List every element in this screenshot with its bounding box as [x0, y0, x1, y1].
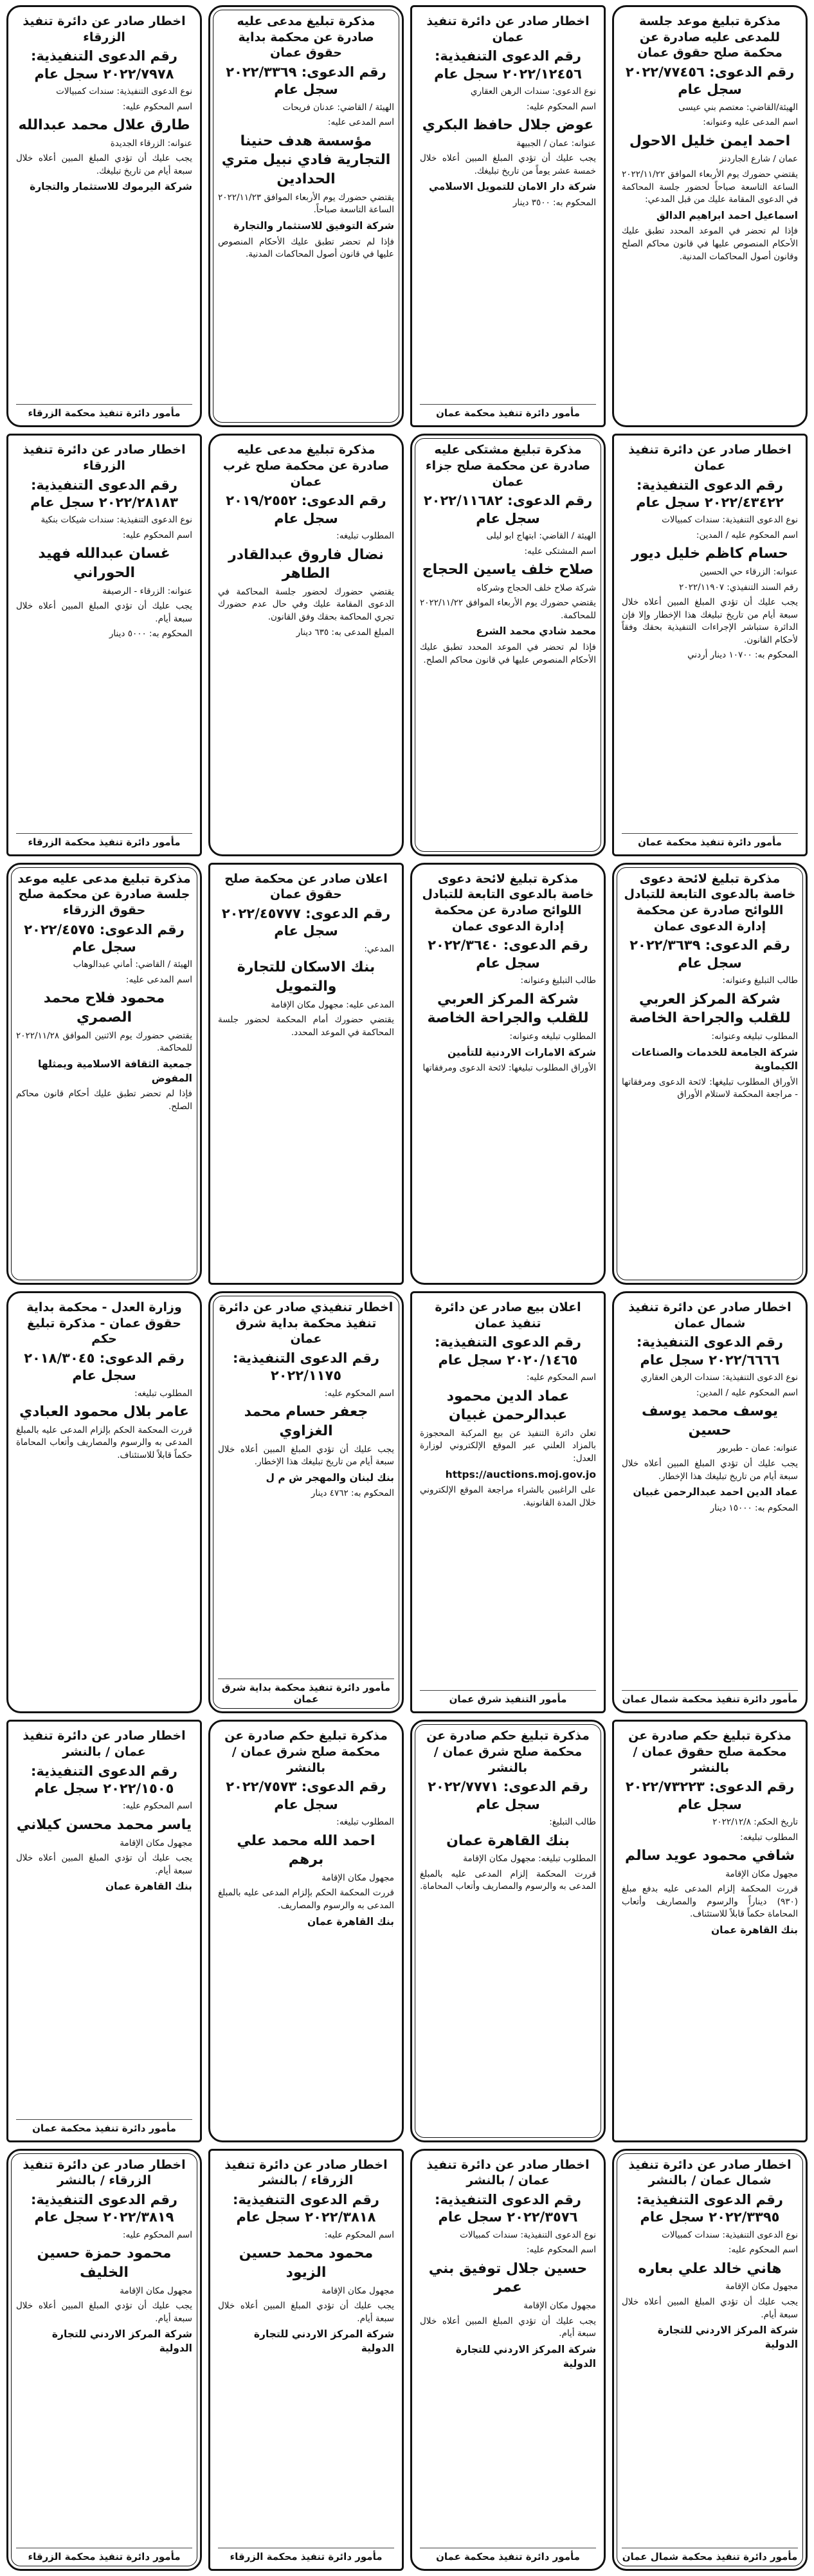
notice-text: شركة صلاح خلف الحجاج وشركاه	[476, 582, 596, 593]
notice-claimant-name: بنك القاهرة عمان	[710, 1924, 798, 1937]
legal-notice	[6, 5, 202, 427]
notice-case-number: رقم الدعوى: ٢٠٢٢/٣٦٤٠ سجل عام	[428, 937, 588, 971]
notice-text: فإذا لم تحضر في الموعد المحدد تطبق عليك الأحكام المنصوص عليها في قانون محاكم الصلح وقانون أصول المحاكمات المدنية.	[622, 226, 798, 262]
notice-case-number: رقم الدعوى التنفيذية: ٢٠٢٢/٦٦٦٦ سجل عام	[637, 1334, 783, 1368]
notice-party-name: بنك الاسكان للتجارة والتمويل	[237, 959, 375, 995]
notice-claimant-name: بنك لبنان والمهجر ش م ل	[266, 1471, 394, 1484]
notice-text: الهيئة / القاضي: ابتهاج ابو ليلى	[486, 530, 596, 541]
notice-text: يجب عليك أن تؤدي المبلغ المبين أعلاه خلال خمسة عشر يوماً من تاريخ تبليغك.	[420, 153, 596, 176]
legal-notice	[6, 434, 202, 856]
notice-text: نوع الدعوى: سندات الرهن العقاري	[470, 86, 596, 97]
legal-notice	[612, 5, 808, 427]
notice-text: مجهول مكان الإقامة	[725, 2281, 798, 2292]
legal-notice	[6, 1291, 202, 1713]
notice-text: طالب التبليغ:	[549, 1816, 596, 1827]
notice-text: المحكوم به: ٤٧٦٢ دينار	[311, 1488, 394, 1499]
notice-text: عمان / شارع الجاردنز	[719, 154, 798, 165]
notice-text: تاريخ الحكم: ٢٠٢٢/١٢/٨	[712, 1816, 798, 1827]
notice-case-number: رقم الدعوى التنفيذية: ٢٠٢٢/٣٨١٩ سجل عام	[31, 2192, 177, 2225]
notice-party-name: حسام كاظم خليل ديور	[631, 546, 789, 562]
legal-notice	[6, 863, 202, 1285]
notice-text: يجب عليك أن تؤدي المبلغ المبين أعلاه خلال سبعة أيام.	[16, 1853, 192, 1876]
legal-notice	[208, 863, 404, 1285]
notice-footer: مأمور التنفيذ شرق عمان	[420, 1690, 596, 1705]
notice-text: مجهول مكان الإقامة	[321, 2285, 394, 2296]
notice-case-number: رقم الدعوى التنفيذية: ٢٠٢٢/١٢٤٥٦ سجل عام	[434, 48, 582, 82]
notice-case-number: رقم الدعوى: ٢٠٢٢/٤٥٧٧٧ سجل عام	[221, 906, 391, 939]
notice-text: اسم المدعى عليه:	[125, 974, 192, 985]
notice-case-number: رقم الدعوى: ٢٠١٨/٣٠٤٥ سجل عام	[24, 1350, 185, 1384]
notice-party-name: احمد ايمن خليل الاحول	[629, 133, 791, 149]
notice-party-name: يوسف محمد يوسف حسين	[641, 1403, 779, 1439]
legal-notice	[410, 863, 606, 1285]
notice-footer: مأمور دائرة تنفيذ محكمة بداية شرق عمان	[218, 1679, 394, 1705]
notice-case-number: رقم الدعوى التنفيذية: ٢٠٢٢/٣٥٧٦ سجل عام	[435, 2192, 581, 2225]
legal-notice	[612, 434, 808, 856]
notice-title: مذكرة تبليغ مدعى عليه موعد جلسة صادرة عن محكمة صلح حقوق الزرقاء	[17, 871, 191, 918]
notice-title: اعلان صادر عن محكمة صلح حقوق عمان	[224, 871, 388, 902]
notice-text: طالب التبليغ وعنوانه:	[722, 975, 798, 986]
notice-text: مجهول مكان الإقامة	[120, 2285, 192, 2296]
notice-text: يقتضي حضورك يوم الأربعاء الموافق ٢٠٢٢/١١/٢٢ الساعة التاسعة صباحاً لحضور جلسة المحاكمة في الدعوى المقامة عليك من قبل المدعي:	[622, 169, 798, 205]
notice-title: مذكرة تبليغ حكم صادرة عن محكمة صلح شرق عمان / بالنشر	[224, 1729, 388, 1775]
notice-text: المطلوب تبليغه وعنوانه:	[711, 1031, 798, 1042]
notice-text: المدعي:	[364, 943, 394, 954]
notice-text: طالب التبليغ وعنوانه:	[520, 975, 596, 986]
notice-party-name: جعفر حسام محمد الغزاوي	[244, 1404, 368, 1439]
notice-case-number: رقم الدعوى: ٢٠٢٢/٣٣٦٩ سجل عام	[226, 64, 386, 98]
notice-claimant-name: محمد شادي محمد الشرع	[476, 625, 596, 638]
notice-claimant-name: شركة المركز الاردني للتجارة الدولية	[657, 2324, 798, 2350]
notice-text: المطلوب تبليغه:	[740, 1832, 798, 1843]
notice-case-number: رقم الدعوى التنفيذية: ٢٠٢٠/١٤٦٥ سجل عام	[435, 1334, 581, 1368]
notice-text: على الراغبين بالشراء مراجعة الموقع الإلكتروني خلال المدة القانونية.	[420, 1485, 596, 1508]
notice-text: المطلوب تبليغه:	[336, 530, 394, 541]
notice-title: اخطار صادر عن دائرة تنفيذ الزرقاء	[23, 14, 186, 44]
notice-text: نوع الدعوى التنفيذية: سندات كمبيالات	[56, 86, 192, 97]
notice-title: اخطار صادر عن دائرة تنفيذ الزرقاء / بالنشر	[23, 2157, 186, 2188]
notice-footer: مأمور دائرة تنفيذ محكمة شمال عمان	[622, 1690, 798, 1705]
notice-text: المحكوم به: ١٥٠٠٠ دينار	[710, 1502, 798, 1513]
legal-notice	[612, 1291, 808, 1713]
notice-title: اخطار صادر عن دائرة تنفيذ الزرقاء	[23, 443, 186, 474]
notice-case-number: رقم الدعوى: ٢٠٢٢/٧٧٧١ سجل عام	[428, 1779, 588, 1812]
legal-notice	[6, 1720, 202, 2142]
notice-text: المطلوب تبليغه وعنوانه:	[509, 1031, 596, 1042]
notice-text: الهيئة / القاضي: أماني عبدالوهاب	[73, 959, 192, 970]
notice-text: المبلغ المدعى به: ٦٣٥ دينار	[296, 627, 394, 638]
notice-footer: مأمور دائرة تنفيذ محكمة عمان	[622, 833, 798, 848]
legal-notice	[208, 1291, 404, 1713]
notice-text: قررت المحكمة الحكم بإلزام المدعى عليه بالمبلغ المدعى به والرسوم والمصاريف.	[218, 1888, 394, 1911]
notice-text: المدعى عليه: مجهول مكان الإقامة	[271, 999, 394, 1010]
notice-text: مجهول مكان الإقامة	[523, 2301, 596, 2312]
notice-text: نوع الدعوى التنفيذية: سندات كمبيالات	[460, 2229, 596, 2240]
notice-claimant-name: شركة الامارات الاردنية للتأمين	[447, 1046, 596, 1058]
notice-text: فإذا لم تحضر في الموعد المحدد تطبق عليك الأحكام المنصوص عليها في قانون محاكم الصلح.	[420, 642, 596, 665]
notice-text: المحكوم به: ١٠٧٠٠ دينار أردني	[687, 650, 798, 661]
notice-text: المطلوب تبليغه:	[336, 1816, 394, 1827]
notice-case-number: رقم الدعوى التنفيذية: ٢٠٢٢/٤٣٤٢٢ سجل عام	[636, 477, 784, 510]
notice-text: نوع الدعوى التنفيذية: سندات شيكات بنكية	[41, 515, 192, 526]
notice-text: عنوانه: الزرقاء حي الحسين	[700, 567, 798, 578]
notice-claimant-name: بنك القاهرة عمان	[105, 1881, 192, 1893]
legal-notice	[410, 2149, 606, 2571]
notice-title: وزارة العدل - محكمة بداية حقوق عمان - مذكرة تبليغ حكم	[26, 1300, 182, 1347]
notice-title: مذكرة تبليغ حكم صادرة عن محكمة صلح حقوق عمان / بالنشر	[628, 1729, 791, 1775]
notice-text: اسم المحكوم عليه:	[324, 1388, 394, 1399]
notice-text: مجهول مكان الإقامة	[725, 1868, 798, 1879]
notice-case-number: رقم الدعوى التنفيذية: ٢٠٢٢/٧٩٧٨ سجل عام	[31, 48, 177, 82]
notice-text: يقتضي حضورك لحضور جلسة المحاكمة في الدعوى المقامة عليك وفي حال عدم حضورك تجري المحاكمة بحقك وفق القانون.	[218, 586, 394, 623]
notice-footer: مأمور دائرة تنفيذ محكمة عمان	[16, 2119, 192, 2134]
notice-text: اسم المدعى عليه وعنوانه:	[703, 117, 798, 128]
notice-claimant-name: شركة اليرموك للاستثمار والتجارة	[30, 181, 192, 193]
notice-case-number: رقم الدعوى التنفيذية: ٢٠٢٢/٢٨١٨٣ سجل عام	[30, 477, 178, 510]
notice-text: المحكوم به: ٥٠٠٠ دينار	[109, 629, 192, 639]
notice-party-name: محمود فلاح محمد الصمري	[43, 990, 165, 1026]
legal-notice	[208, 1720, 404, 2142]
notice-title: مذكرة تبليغ مدعى عليه صادرة عن محكمة صلح غرب عمان	[222, 443, 390, 489]
notice-party-name: احمد الله محمد علي برهم	[237, 1832, 375, 1868]
notice-text: اسم المحكوم عليه:	[526, 1372, 596, 1383]
notice-text: نوع الدعوى التنفيذية: سندات الرهن العقاري	[640, 1372, 798, 1383]
legal-notice	[208, 5, 404, 427]
notice-text: يجب عليك أن تؤدي المبلغ المبين أعلاه خلال سبعة أيام من تاريخ تبليغك هذا الإخطار وإلا فإن الدائرة ستباشر الإجراءات التنفيذية بحقك وفقاً لأحكام القانون.	[622, 597, 798, 645]
notice-text: قررت المحكمة الحكم بإلزام المدعى عليه بالمبلغ المدعى به والرسوم والمصاريف وأتعاب المحاماة حكماً قابلاً للاستئناف.	[16, 1424, 192, 1461]
notice-text: يجب عليك أن تؤدي المبلغ المبين أعلاه خلال سبعة أيام.	[218, 2301, 394, 2324]
notice-party-name: مؤسسة هدف حنينا التجارية فادي نبيل متري الحدادين	[221, 133, 391, 188]
notice-case-number: رقم الدعوى التنفيذية: ٢٠٢٢/١٥٠٥ سجل عام	[31, 1763, 177, 1796]
notice-text: عنوانه: الزرقاء - الرصيفة	[102, 585, 192, 596]
notice-claimant-name: https://auctions.moj.gov.jo	[445, 1468, 596, 1480]
notice-text: اسم المحكوم عليه:	[122, 1801, 192, 1812]
notice-text: رقم السند التنفيذي: ٢٠٢٢/١١٩٠٧	[679, 582, 798, 593]
notice-claimant-name: عماد الدين احمد عبدالرحمن غبيان	[633, 1486, 798, 1498]
notice-party-name: محمود حمزة حسين الخليف	[37, 2245, 172, 2281]
notice-text: اسم المحكوم عليه:	[122, 529, 192, 540]
legal-notice	[612, 1720, 808, 2142]
notice-text: المطلوب تبليغه: مجهول مكان الإقامة	[463, 1854, 596, 1864]
notice-text: يجب عليك أن تؤدي المبلغ المبين أعلاه خلال سبعة أيام من تاريخ تبليغك.	[16, 153, 192, 176]
legal-notice	[612, 2149, 808, 2571]
notice-title: اخطار صادر عن دائرة تنفيذ عمان / بالنشر	[23, 1729, 186, 1760]
notice-party-name: صلاح خلف ياسين الحجاج	[422, 562, 594, 578]
notice-text: يجب عليك أن تؤدي المبلغ المبين أعلاه خلال سبعة أيام.	[622, 2297, 798, 2320]
notice-party-name: عوض جلال حافظ البكري	[422, 117, 594, 134]
notice-text: مجهول مكان الإقامة	[321, 1872, 394, 1883]
notice-text: يجب عليك أن تؤدي المبلغ المبين أعلاه خلال سبعة أيام.	[420, 2315, 596, 2339]
notice-text: اسم المشتكى عليه:	[524, 546, 596, 557]
legal-notice	[410, 434, 606, 856]
notice-text: فإذا لم تحضر تطبق عليك أحكام قانون محاكم الصلح.	[16, 1089, 192, 1112]
notice-case-number: رقم الدعوى: ٢٠٢٢/٧٣٢٢٣ سجل عام	[625, 1779, 795, 1812]
notice-claimant-name: شركة المركز الاردني للتجارة الدولية	[51, 2328, 192, 2354]
notice-title: مذكرة تبليغ موعد جلسة للمدعى عليه صادرة عن محكمة صلح حقوق عمان	[637, 14, 782, 60]
notice-party-name: شركة المركز العربي للقلب والجراحة الخاصة	[427, 991, 589, 1027]
notice-claimant-name: بنك القاهرة عمان	[307, 1915, 394, 1927]
notice-footer: مأمور دائرة تنفيذ محكمة الزرقاء	[218, 2548, 394, 2562]
notice-text: اسم المحكوم عليه:	[122, 101, 192, 112]
notice-claimant-name: شركة الجامعة للخدمات والصناعات الكيماوية	[631, 1046, 798, 1072]
notice-claimant-name: شركة دار الامان للتمويل الاسلامي	[429, 181, 596, 193]
notice-text: المحكوم به: ٣٥٠٠ دينار	[512, 198, 596, 208]
notice-text: اسم المحكوم عليه:	[526, 101, 596, 112]
notice-case-number: رقم الدعوى: ٢٠٢٢/٣٦٣٩ سجل عام	[629, 937, 790, 971]
legal-notice	[208, 2149, 404, 2571]
notice-text: يجب عليك أن تؤدي المبلغ المبين أعلاه خلال سبعة أيام من تاريخ تبليغك هذا الإخطار.	[218, 1444, 394, 1467]
notice-title: مذكرة تبليغ لائحة دعوى خاصة بالدعوى التابعة للتبادل اللوائح صادرة عن محكمة إدارة الدعوى عمان	[624, 871, 796, 934]
notice-title: اخطار صادر عن دائرة تنفيذ عمان / بالنشر	[426, 2157, 590, 2188]
notice-party-name: نضال فاروق عبدالقادر الطاهر	[228, 546, 384, 582]
notice-claimant-name: جمعية الثقافة الاسلامية ويمثلها المفوض	[38, 1058, 192, 1084]
notice-text: الأوراق المطلوب تبليغها: لائحة الدعوى ومرفقاتها - مراجعة المحكمة لاستلام الأوراق	[622, 1076, 798, 1100]
notice-title: مذكرة تبليغ حكم صادرة عن محكمة صلح شرق عمان / بالنشر	[426, 1729, 590, 1775]
notice-party-name: محمود محمد حسين الزيود	[239, 2245, 374, 2281]
notice-text: يجب عليك أن تؤدي المبلغ المبين أعلاه خلال سبعة أيام.	[16, 2301, 192, 2324]
notice-text: يقتضي حضورك يوم الأربعاء الموافق ٢٠٢٢/١١/٢٣ الساعة التاسعة صباحاً.	[218, 192, 394, 216]
notice-party-name: ياسر محمد محسن كيلاني	[16, 1816, 192, 1833]
notice-case-number: رقم الدعوى: ٢٠٢٢/٤٥٧٥ سجل عام	[24, 921, 185, 955]
notice-case-number: رقم الدعوى: ٢٠٢٢/٧٧٤٥٦ سجل عام	[625, 64, 795, 98]
notice-text: اسم المحكوم عليه:	[122, 2229, 192, 2240]
notice-text: تعلن دائرة التنفيذ عن بيع المركبة المحجوزة بالمزاد العلني عبر الموقع الإلكتروني لوزارة العدل:	[420, 1428, 596, 1464]
notice-case-number: رقم الدعوى: ٢٠٢٢/١١٦٨٢ سجل عام	[423, 493, 593, 526]
legal-notice	[410, 1720, 606, 2142]
notice-text: يجب عليك أن تؤدي المبلغ المبين أعلاه خلال سبعة أيام من تاريخ تبليغك هذا الإخطار.	[622, 1458, 798, 1482]
notice-case-number: رقم الدعوى: ٢٠١٩/٢٥٥٢ سجل عام	[226, 493, 386, 526]
notice-text: نوع الدعوى التنفيذية: سندات كمبيالات	[662, 515, 798, 526]
notice-text: قررت المحكمة إلزام المدعى عليه بالمبلغ المدعى به والرسوم والمصاريف وأتعاب المحاماة.	[420, 1868, 596, 1892]
notice-party-name: شركة المركز العربي للقلب والجراحة الخاصة	[629, 991, 791, 1027]
notice-case-number: رقم الدعوى: ٢٠٢٢/٧٥٧٣ سجل عام	[226, 1779, 386, 1812]
notice-title: مذكرة تبليغ مشتكى عليه صادرة عن محكمة صلح جزاء عمان	[425, 443, 591, 489]
notice-text: يقتضي حضورك يوم الاثنين الموافق ٢٠٢٢/١١/٢٨ للمحاكمة.	[16, 1030, 192, 1054]
notice-title: اخطار صادر عن دائرة تنفيذ الزرقاء / بالنشر	[224, 2157, 388, 2188]
notice-party-name: عماد الدين محمود عبدالرحمن غبيان	[446, 1388, 570, 1424]
notice-text: يقتضي حضورك يوم الأربعاء الموافق ٢٠٢٢/١١/٢٢ للمحاكمة.	[420, 598, 596, 621]
notice-title: اعلان بيع صادر عن دائرة تنفيذ عمان	[435, 1300, 581, 1330]
legal-notice	[612, 863, 808, 1285]
notice-case-number: رقم الدعوى التنفيذية: ٢٠٢٢/١١٧٥	[233, 1350, 379, 1384]
legal-notice	[410, 1291, 606, 1713]
notice-party-name: غسان عبدالله فهيد الحوراني	[38, 546, 170, 582]
legal-notice	[410, 5, 606, 427]
notice-party-name: طارق علال محمد عبدالله	[18, 117, 190, 134]
notice-text: الأوراق المطلوب تبليغها: لائحة الدعوى ومرفقاتها	[422, 1063, 596, 1074]
notice-text: يقتضي حضورك أمام المحكمة لحضور جلسة المحاكمة في الموعد المحدد.	[218, 1015, 394, 1038]
notice-title: اخطار تنفيذي صادر عن دائرة تنفيذ محكمة بداية شرق عمان	[219, 1300, 393, 1347]
notice-claimant-name: شركة المركز الاردني للتجارة الدولية	[253, 2328, 394, 2354]
notice-party-name: شافي محمود عويد سالم	[624, 1848, 795, 1864]
notice-title: اخطار صادر عن دائرة تنفيذ شمال عمان	[628, 1300, 791, 1330]
notice-text: فإذا لم تحضر تطبق عليك الأحكام المنصوص عليها في قانون أصول المحاكمات المدنية.	[218, 236, 394, 260]
notices-grid	[6, 5, 808, 2571]
notice-text: المطلوب تبليغه:	[134, 1388, 192, 1399]
notice-title: اخطار صادر عن دائرة تنفيذ شمال عمان / بالنشر	[628, 2157, 791, 2188]
notice-text: عنوانه: الزرقاء الجديدة	[110, 138, 192, 149]
notice-claimant-name: شركة التوفيق للاستثمار والتجارة	[233, 219, 394, 232]
notice-title: مذكرة تبليغ لائحة دعوى خاصة بالدعوى التابعة للتبادل اللوائح صادرة عن محكمة إدارة الدعوى عمان	[422, 871, 594, 934]
notice-text: يجب عليك أن تؤدي المبلغ المبين أعلاه خلال سبعة أيام.	[16, 601, 192, 624]
notice-footer: مأمور دائرة تنفيذ محكمة الزرقاء	[16, 833, 192, 848]
legal-notice	[208, 434, 404, 856]
notice-text: الهيئة/القاضي: معتصم بني عيسى	[678, 102, 798, 113]
notice-party-name: بنك القاهرة عمان	[446, 1832, 570, 1849]
notice-party-name: حسين جلال توفيق بني عمر	[428, 2260, 588, 2296]
notice-text: اسم المحكوم عليه:	[728, 2245, 798, 2256]
notice-party-name: عامر بلال محمود العبادي	[19, 1404, 189, 1421]
notice-title: اخطار صادر عن دائرة تنفيذ عمان	[628, 443, 791, 474]
notice-footer: مأمور دائرة تنفيذ محكمة عمان	[420, 404, 596, 419]
notice-text: نوع الدعوى التنفيذية: سندات كمبيالات	[662, 2229, 798, 2240]
notice-text: اسم المحكوم عليه:	[324, 2229, 394, 2240]
notice-case-number: رقم الدعوى التنفيذية: ٢٠٢٢/٣٣٩٥ سجل عام	[637, 2192, 783, 2225]
notice-case-number: رقم الدعوى التنفيذية: ٢٠٢٢/٣٨١٨ سجل عام	[233, 2192, 379, 2225]
notice-footer: مأمور دائرة تنفيذ محكمة الزرقاء	[16, 2548, 192, 2562]
notice-text: اسم المحكوم عليه / المدين:	[696, 1387, 798, 1398]
notice-text: اسم المدعى عليه:	[327, 117, 394, 128]
notice-footer: مأمور دائرة تنفيذ محكمة شمال عمان	[622, 2548, 798, 2562]
notice-text: عنوانه: عمان / الجبيهة	[516, 138, 596, 149]
notice-text: اسم المحكوم عليه:	[526, 2245, 596, 2256]
notice-text: قررت المحكمة إلزام المدعى عليه بدفع مبلغ (٩٣٠) ديناراً والرسوم والمصاريف وأتعاب المحاماة حكماً قابلاً للاستئناف.	[622, 1884, 798, 1920]
notice-claimant-name: شركة المركز الاردني للتجارة الدولية	[455, 2343, 596, 2369]
notice-text: اسم المحكوم عليه / المدين:	[696, 529, 798, 540]
notice-claimant-name: اسماعيل احمد ابراهيم الدالق	[656, 209, 798, 221]
notice-title: اخطار صادر عن دائرة تنفيذ عمان	[426, 14, 590, 44]
notice-footer: مأمور دائرة تنفيذ محكمة الزرقاء	[16, 404, 192, 419]
notice-text: عنوانه: عمان - طبربور	[717, 1443, 798, 1454]
notice-text: الهيئة / القاضي: عدنان فريحات	[282, 102, 394, 113]
notice-footer: مأمور دائرة تنفيذ محكمة عمان	[420, 2548, 596, 2562]
notice-party-name: هاني خالد علي بعاره	[638, 2260, 782, 2277]
notice-text: مجهول مكان الإقامة	[120, 1837, 192, 1848]
legal-notice	[6, 2149, 202, 2571]
notice-title: مذكرة تبليغ مدعى عليه صادرة عن محكمة بداية حقوق عمان	[237, 14, 375, 60]
